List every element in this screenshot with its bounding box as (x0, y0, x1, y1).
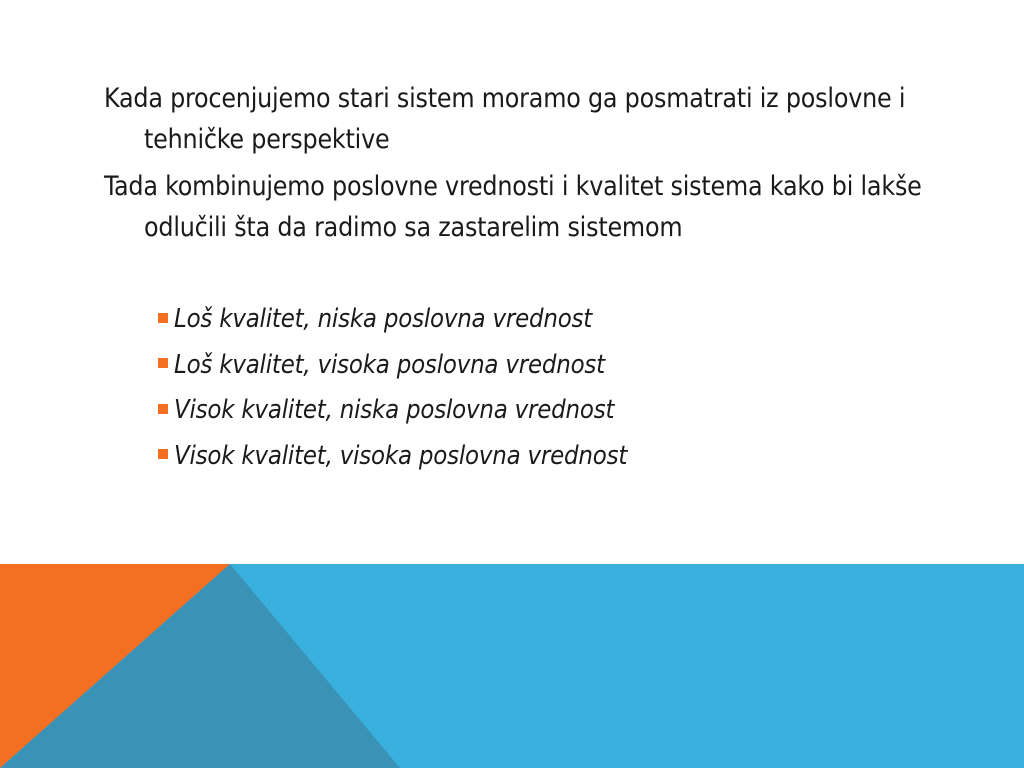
list-item (158, 343, 964, 389)
square-bullet-icon (158, 358, 168, 368)
decorative-band (0, 564, 1024, 768)
list-item-text: Loš kvalitet, visoka poslovna vrednost (174, 349, 605, 380)
square-bullet-icon (158, 404, 168, 414)
paragraph-2: Tada kombinujemo poslovne vrednosti i kvalitet sistema kako bi lakše odlučili šta da radimo sa zastarelim sistemom (104, 171, 922, 243)
paragraph-1: Kada procenjujemo stari sistem moramo ga posmatrati iz poslovne i tehničke perspektive (104, 83, 906, 155)
list-item (158, 388, 964, 434)
list-item-text: Loš kvalitet, niska poslovna vrednost (174, 304, 593, 334)
list-item-text: Visok kvalitet, visoka poslovna vrednost (174, 440, 628, 471)
sub-bullet-list (104, 297, 964, 479)
square-bullet-icon (158, 313, 168, 323)
list-item (158, 434, 964, 480)
slide-content (104, 78, 964, 479)
list-item-text: Visok kvalitet, niska poslovna vrednost (174, 395, 615, 425)
square-bullet-icon (158, 449, 168, 459)
list-item (158, 297, 964, 343)
